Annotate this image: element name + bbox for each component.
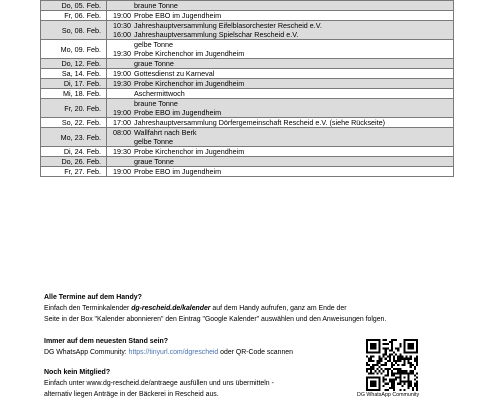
table-row xyxy=(41,89,454,99)
mitglied-heading: Noch kein Mitglied? xyxy=(44,369,111,376)
row-date: Sa, 14. Feb. xyxy=(41,69,107,79)
row-events xyxy=(132,79,454,89)
row-date: Mi, 18. Feb. xyxy=(41,89,107,99)
event-text: Jahreshauptversammlung Eifelblasorchester Rescheid e.V. xyxy=(134,21,322,30)
whatsapp-link[interactable]: https://tinyurl.com/dgrescheid xyxy=(128,349,219,356)
row-date: Fr, 20. Feb. xyxy=(41,99,107,118)
event-time: 19:00 xyxy=(113,108,131,117)
row-times xyxy=(107,157,133,167)
table-row xyxy=(41,69,454,79)
row-events xyxy=(132,59,454,69)
row-times xyxy=(107,89,133,99)
handy-heading: Alle Termine auf dem Handy? xyxy=(44,294,142,301)
row-events xyxy=(132,1,454,11)
event-time xyxy=(109,1,131,10)
event-time: 19:30 xyxy=(113,147,131,156)
event-text: Probe EBO im Jugendheim xyxy=(134,11,222,20)
stand-text xyxy=(44,347,293,358)
row-times xyxy=(107,1,133,11)
event-time: 19:30 xyxy=(113,49,131,58)
row-times xyxy=(107,128,133,147)
row-times xyxy=(107,79,133,89)
row-times xyxy=(107,69,133,79)
row-events xyxy=(132,157,454,167)
row-events xyxy=(132,118,454,128)
event-text: Probe Kirchenchor im Jugendheim xyxy=(134,79,245,88)
event-text: graue Tonne xyxy=(134,59,174,68)
event-text: Probe Kirchenchor im Jugendheim xyxy=(134,147,245,156)
mitglied-section xyxy=(44,367,274,400)
event-time: 19:00 xyxy=(113,69,131,78)
row-times xyxy=(107,118,133,128)
row-date: Do, 05. Feb. xyxy=(41,1,107,11)
event-time xyxy=(109,157,131,166)
event-time: 10:30 xyxy=(113,21,131,30)
event-text: braune Tonne xyxy=(134,1,178,10)
table-row xyxy=(41,128,454,147)
event-time xyxy=(109,99,131,108)
handy-text-line2: Seite in der Box "Kalender abonnieren" den Eintrag "Google Kalender" auswählen und den Anweisungen folgen. xyxy=(44,316,387,323)
row-times xyxy=(107,167,133,177)
row-times xyxy=(107,99,133,118)
row-events xyxy=(132,167,454,177)
event-text: Gottesdienst zu Karneval xyxy=(134,69,215,78)
event-text: gelbe Tonne xyxy=(134,40,174,49)
row-date: Fr, 06. Feb. xyxy=(41,11,107,21)
event-text: Jahreshauptversammlung Dörfergemeinschaft Rescheid e.V. (siehe Rückseite) xyxy=(134,118,386,127)
qr-code-icon xyxy=(366,339,418,391)
stand-post: oder QR-Code scannen xyxy=(218,349,293,356)
handy-line1-pre: Einfach den Terminkalender xyxy=(44,305,132,312)
handy-text-line1 xyxy=(44,303,386,314)
table-row xyxy=(41,79,454,89)
event-time xyxy=(109,137,131,146)
qr-caption: DG WhatsApp Community xyxy=(357,392,420,398)
table-row xyxy=(41,59,454,69)
event-time: 19:00 xyxy=(113,11,131,20)
table-row xyxy=(41,147,454,157)
row-events xyxy=(132,69,454,79)
table-row xyxy=(41,11,454,21)
row-date: So, 22. Feb. xyxy=(41,118,107,128)
event-text: braune Tonne xyxy=(134,99,178,108)
table-row xyxy=(41,157,454,167)
handy-line1-post: auf dem Handy aufrufen, ganz am Ende der xyxy=(210,305,347,312)
row-events xyxy=(132,11,454,21)
event-time: 08:00 xyxy=(113,128,131,137)
event-text: Aschermittwoch xyxy=(134,89,185,98)
row-events xyxy=(132,147,454,157)
mitglied-text-line2: alternativ liegen Anträge in der Bäckerei in Rescheid aus. xyxy=(44,391,219,398)
stand-section xyxy=(44,336,293,358)
row-date: Mo, 23. Feb. xyxy=(41,128,107,147)
row-date: Do, 26. Feb. xyxy=(41,157,107,167)
row-events xyxy=(132,128,454,147)
row-events xyxy=(132,21,454,40)
event-time: 19:00 xyxy=(113,167,131,176)
event-time xyxy=(109,89,131,98)
table-row xyxy=(41,167,454,177)
calendar-url[interactable]: dg-rescheid.de/kalender xyxy=(131,305,211,312)
row-events xyxy=(132,99,454,118)
row-times xyxy=(107,21,133,40)
mitglied-text-line1: Einfach unter www.dg-rescheid.de/antraege ausfüllen und uns übermitteln - xyxy=(44,380,274,387)
row-date: Mo, 09. Feb. xyxy=(41,40,107,59)
info-section xyxy=(44,292,386,325)
event-time: 19:30 xyxy=(113,79,131,88)
event-text: Probe EBO im Jugendheim xyxy=(134,108,222,117)
row-date: So, 08. Feb. xyxy=(41,21,107,40)
table-row xyxy=(41,99,454,118)
row-events xyxy=(132,40,454,59)
row-times xyxy=(107,59,133,69)
event-text: Wallfahrt nach Berk xyxy=(134,128,197,137)
row-times xyxy=(107,11,133,21)
event-text: gelbe Tonne xyxy=(134,137,174,146)
stand-pre: DG WhatsApp Community: xyxy=(44,349,129,356)
event-text: graue Tonne xyxy=(134,157,174,166)
event-text: Jahreshauptversammlung Spielschar Rescheid e.V. xyxy=(134,30,299,39)
row-events xyxy=(132,89,454,99)
event-text: Probe Kirchenchor im Jugendheim xyxy=(134,49,245,58)
event-time xyxy=(109,40,131,49)
event-time: 16:00 xyxy=(113,30,131,39)
table-row xyxy=(41,40,454,59)
table-row xyxy=(41,21,454,40)
schedule-table xyxy=(40,0,454,177)
row-times xyxy=(107,40,133,59)
row-date: Di, 17. Feb. xyxy=(41,79,107,89)
stand-heading: Immer auf dem neuesten Stand sein? xyxy=(44,338,169,345)
row-times xyxy=(107,147,133,157)
row-date: Di, 24. Feb. xyxy=(41,147,107,157)
event-text: Probe EBO im Jugendheim xyxy=(134,167,222,176)
event-time xyxy=(109,59,131,68)
row-date: Fr, 27. Feb. xyxy=(41,167,107,177)
table-row xyxy=(41,118,454,128)
row-date: Do, 12. Feb. xyxy=(41,59,107,69)
table-row xyxy=(41,1,454,11)
event-time: 17:00 xyxy=(113,118,131,127)
